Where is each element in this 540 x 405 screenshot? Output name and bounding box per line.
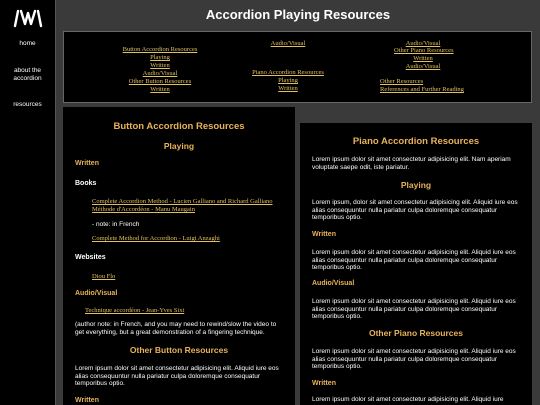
section-subtitle: Other Button Resources: [129, 345, 229, 355]
accordion-logo-icon[interactable]: [12, 8, 44, 28]
piano-accordion-panel: [300, 123, 532, 405]
body-text: Lorem ipsum dolor sit amet consectetur adipisicing elit. Aliquid iure eos alias consequuntur nulla pariatur culpa doloremque consequatur temporibus optio.: [75, 365, 279, 388]
toc-link[interactable]: Audio/Visual: [405, 63, 441, 70]
toc-link[interactable]: Button Accordion Resources: [122, 46, 198, 53]
websites-heading: Websites: [75, 254, 106, 261]
toc-link[interactable]: Other Piano Resources: [394, 47, 454, 54]
toc-link[interactable]: Playing: [278, 77, 298, 84]
sidebar-item-home[interactable]: home: [19, 40, 36, 47]
body-text: Lorem ipsum dolor sit amet consectetur adipisicing elit. Aliquid iure eos alias consequuntur nulla pariatur culpa doloremque consequatur temporibus optio.: [312, 249, 516, 272]
section-subtitle: Other Piano Resources: [368, 328, 463, 338]
books-heading: Books: [75, 180, 97, 187]
book-link[interactable]: Méthode d'Accordéon - Manu Maugain: [92, 206, 195, 213]
toc-link[interactable]: Other Resources: [380, 78, 424, 85]
toc-link[interactable]: Playing: [150, 54, 170, 61]
toc-link[interactable]: Written: [413, 55, 433, 62]
subsection-heading: Written: [75, 397, 99, 404]
website-link[interactable]: Diou Flo: [92, 273, 116, 280]
section-title: Button Accordion Resources: [113, 121, 245, 132]
section-title: Piano Accordion Resources: [352, 136, 480, 147]
toc-link[interactable]: Audio/Visual: [405, 40, 441, 47]
body-text: Lorem ipsum dolor sit amet consectetur adipisicing elit. Aliquid iure: [312, 396, 504, 403]
subsection-heading: Written: [75, 160, 99, 167]
section-subtitle: Playing: [400, 180, 432, 190]
book-link[interactable]: Complete Accordion Method - Lucien Galliano and Richard Galliano: [92, 198, 273, 205]
toc-link[interactable]: Written: [150, 86, 170, 93]
toc-link[interactable]: Other Button Resources: [128, 78, 192, 85]
subsection-heading: Audio/Visual: [312, 280, 355, 287]
table-of-contents: [63, 31, 532, 103]
section-subtitle: Playing: [163, 141, 195, 151]
button-accordion-panel: [63, 107, 295, 405]
toc-link[interactable]: References and Further Reading: [380, 86, 464, 93]
subsection-heading: Audio/Visual: [75, 290, 118, 297]
page-title: Accordion Playing Resources: [205, 7, 391, 22]
video-link[interactable]: Technique accordéon - Jean-Yves Sixt: [85, 307, 185, 314]
subsection-heading: Written: [312, 380, 336, 387]
toc-link[interactable]: Audio/Visual: [270, 40, 306, 47]
subsection-heading: Written: [312, 231, 336, 238]
body-text: Lorem ipsum, dolor sit amet consectetur adipisicing elit. Aliquid iure eos alias consequuntur nulla pariatur culpa doloremque consequatur temporibus optio.: [312, 199, 518, 222]
book-link[interactable]: Complete Method for Accordion - Luigi Anzaghi: [92, 235, 220, 242]
body-text: Lorem ipsum dolor sit amet consectetur adipisicing elit. Aliquid iure eos alias consequuntur nulla pariatur culpa doloremque consequatur temporibus optio.: [312, 348, 516, 371]
sidebar-item-about[interactable]: about the accordion: [13, 67, 42, 82]
toc-link[interactable]: Written: [150, 62, 170, 69]
note-text: (author note: in French, and you may need to rewind/slow the video to get everything, but a great demonstration of a fingering technique.: [75, 321, 277, 336]
body-text: Lorem ipsum dolor sit amet consectetur adipisicing elit. Aliquid iure eos alias consequuntur nulla pariatur culpa doloremque consequatur temporibus optio.: [312, 298, 516, 321]
toc-link[interactable]: Written: [278, 85, 298, 92]
sidebar-item-resources[interactable]: resources: [13, 101, 42, 108]
toc-link[interactable]: Audio/Visual: [142, 70, 178, 77]
toc-link[interactable]: Piano Accordion Resources: [252, 69, 324, 76]
sidebar: [0, 0, 56, 405]
body-text: Lorem ipsum dolor sit amet consectetur adipisicing elit. Nam aperiam voluptate saepe odit, iste pariatur.: [312, 156, 511, 171]
note-text: - note: in French: [92, 221, 140, 228]
